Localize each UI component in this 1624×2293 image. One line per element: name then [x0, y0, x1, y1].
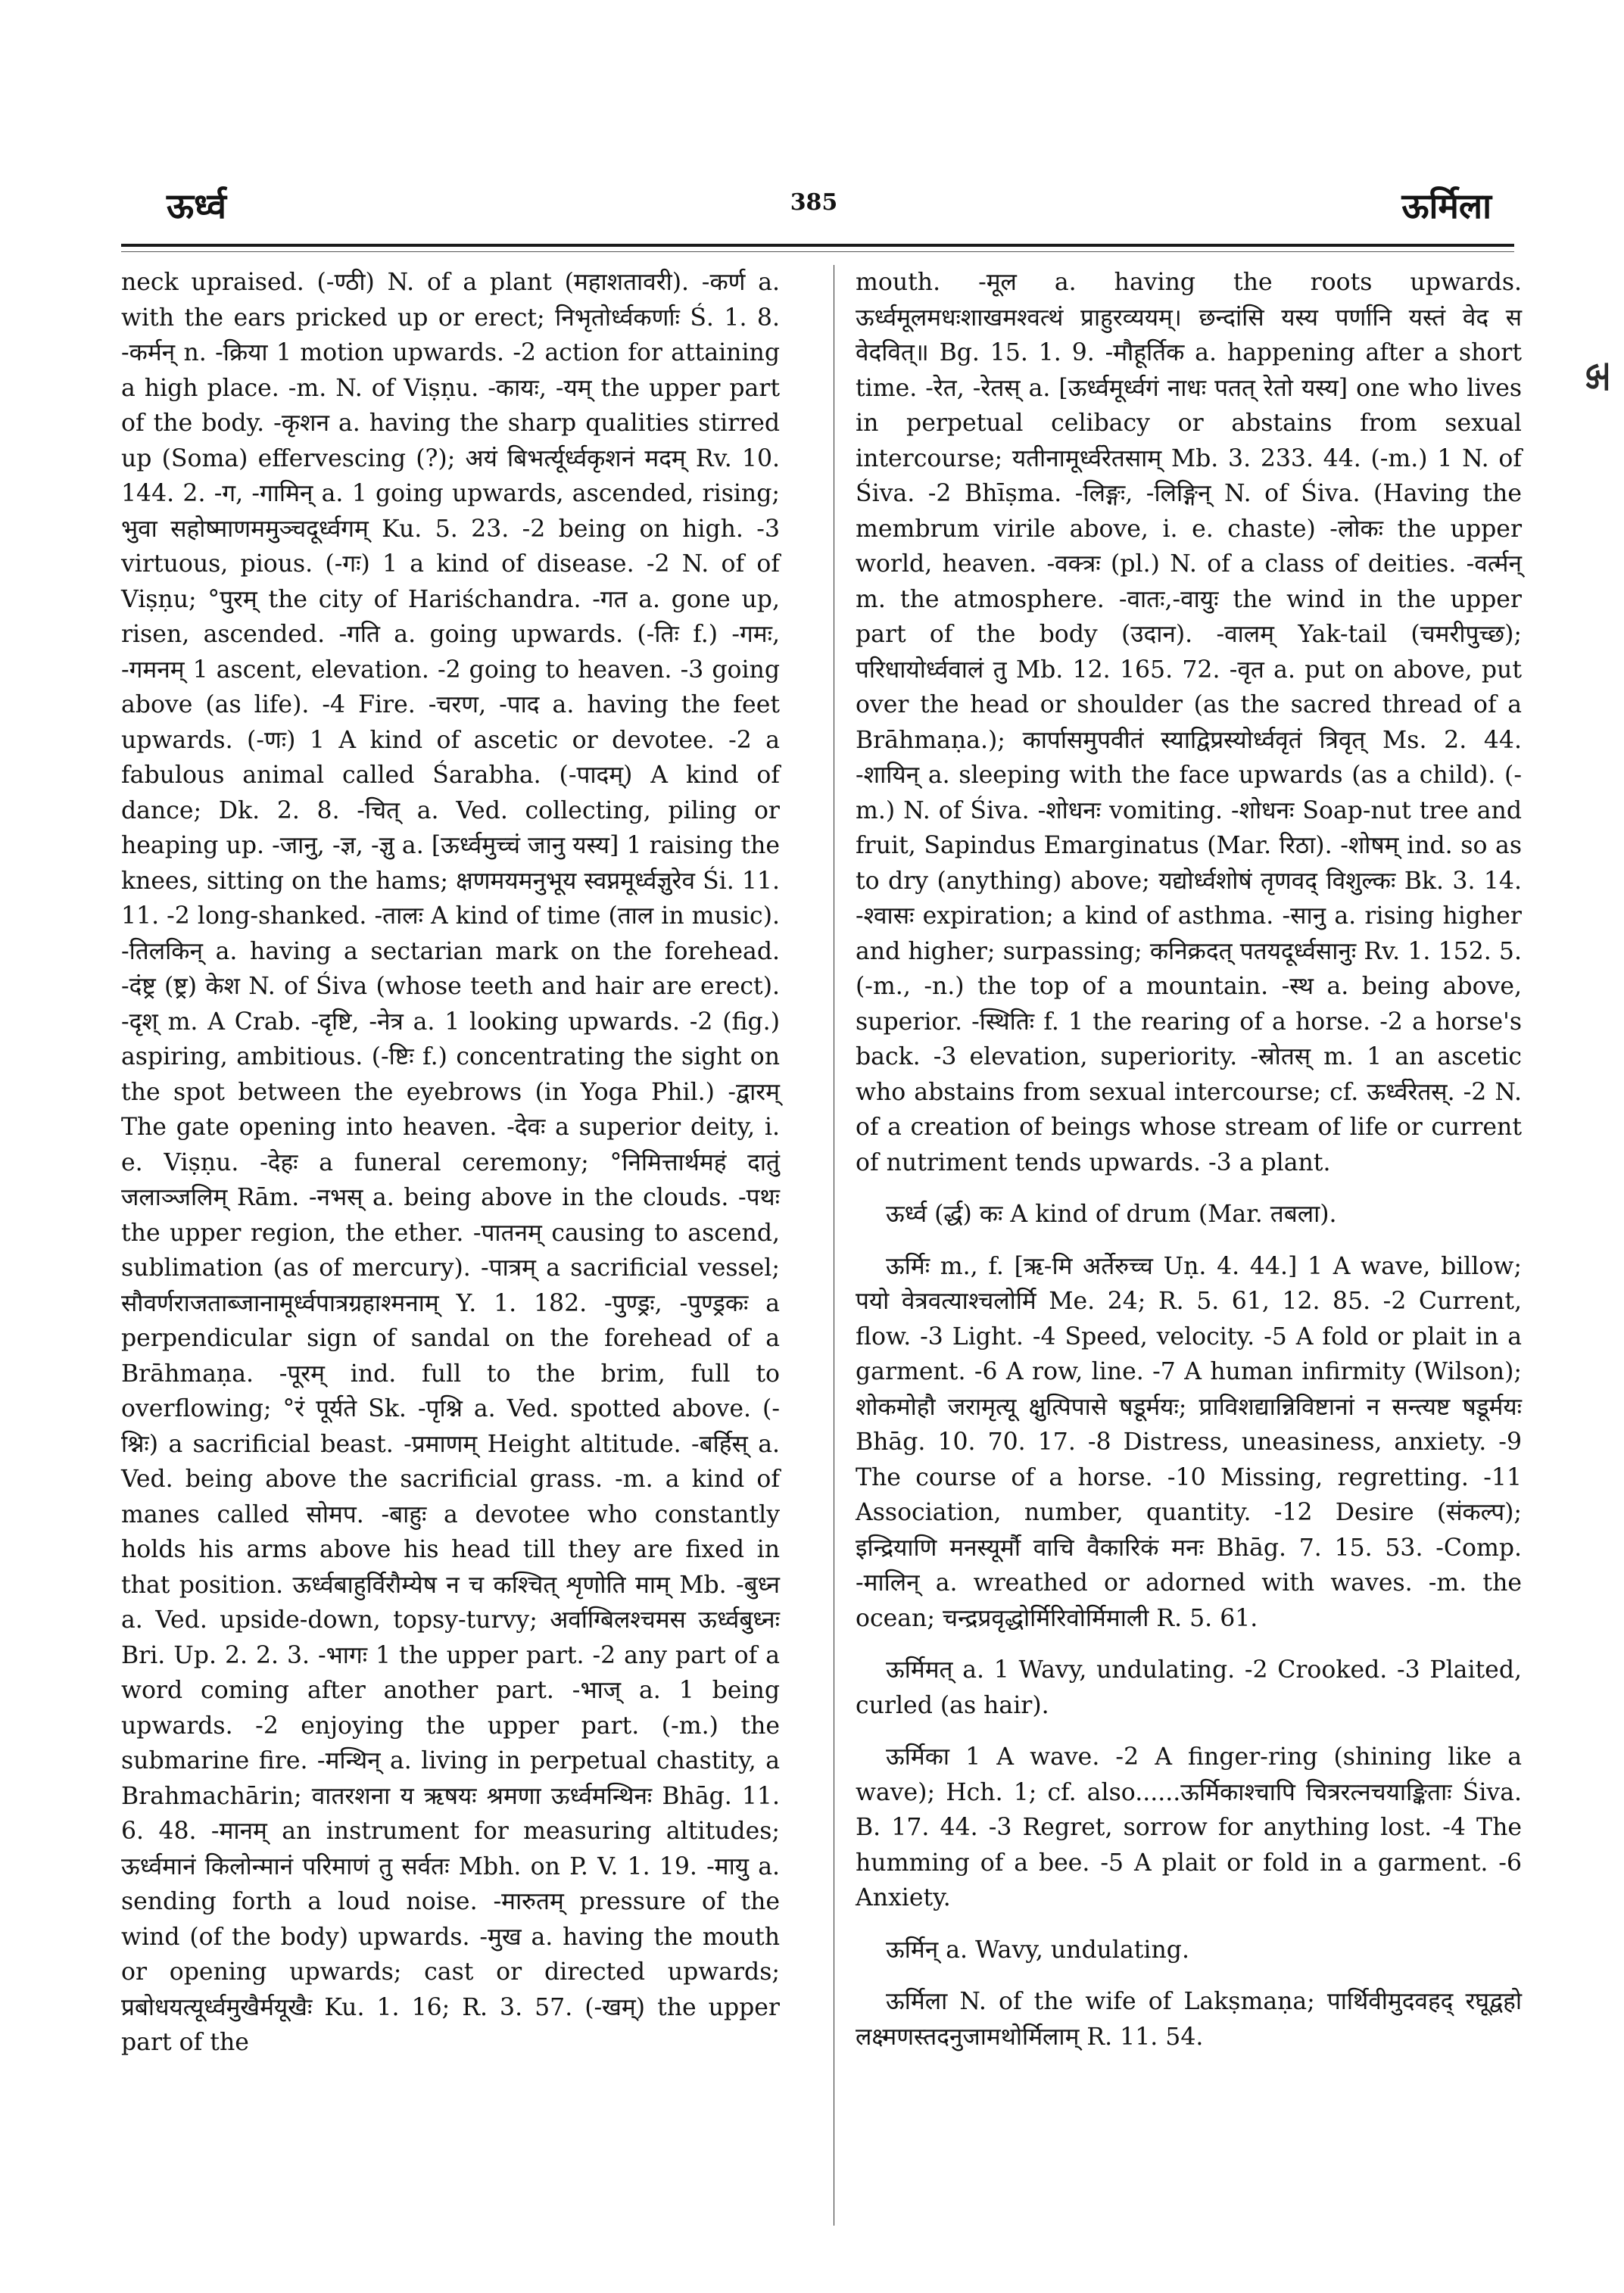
header-rule-thin: [121, 251, 1514, 252]
entry-text: neck upraised. (-ण्ठी) N. of a plant (महाशतावरी). -कर्ण a. with the ears pricked up or erect; निभृतोर्ध्वकर्णाः Ś. 1. 8. -कर्मन् n. -क्रिया 1 motion upwards. -2 action for attaining a high place. -m. N. of Viṣṇu. -कायः, -यम् the upper part of the body. -कृशन a. having the sharp qualities stirred up (Soma) effervescing (?); अयं बिभर्त्यूर्ध्वकृशनं मदम् Rv. 10. 144. 2. -ग, -गामिन् a. 1 going upwards, ascended, rising; भुवा सहोष्माणममुञ्चदूर्ध्वगम् Ku. 5. 23. -2 being on high. -3 virtuous, pious. (-गः) 1 a kind of disease. -2 N. of of Viṣṇu; °पुरम् the city of Hariśchandra. -गत a. gone up, risen, ascended. -गति a. going upwards. (-तिः f.) -गमः, -गमनम् 1 ascent, elevation. -2 going to heaven. -3 going above (as life). -4 Fire. -चरण, -पाद a. having the feet upwards. (-णः) 1 A kind of ascetic or devotee. -2 a fabulous animal called Śarabha. (-पादम्) A kind of dance; Dk. 2. 8. -चित् a. Ved. collecting, piling or heaping up. -जानु, -ज्ञ, -ज्ञु a. [ऊर्ध्वमुच्चं जानु यस्य] 1 raising the knees, sitting on the hams; क्षणमयमनुभूय स्वप्नमूर्ध्वज्ञुरेव Śi. 11. 11. -2 long-shanked. -तालः A kind of time (ताल in music). -तिलकिन् a. having a sectarian mark on the forehead. -दंष्ट्र (ष्ट्र) केश N. of Śiva (whose teeth and hair are erect). -दृश् m. A Crab. -दृष्टि, -नेत्र a. 1 looking upwards. -2 (fig.) aspiring, ambitious. (-ष्टिः f.) concentrating the sight on the spot between the eyebrows (in Yoga Phil.) -द्वारम् The gate opening into heaven. -देवः a superior deity, i. e. Viṣṇu. -देहः a funeral ceremony; °निमित्तार्थमहं दातुं जलाञ्जलिम् Rām. -नभस् a. being above in the clouds. -पथः the upper region, the ether. -पातनम् causing to ascend, sublimation (as of mercury). -पात्रम् a sacrificial vessel; सौवर्णराजताब्जानामूर्ध्वपात्रग्रहाश्मनाम् Y. 1. 182. -पुण्ड्रः, -पुण्ड्रकः a perpendicular sign of sandal on the forehead of a Brāhmaṇa. -पूरम् ind. full to the brim, full to overflowing; °रं पूर्यते Sk. -पृश्नि a. Ved. spotted above. (-श्निः) a sacrificial beast. -प्रमाणम् Height altitude. -बर्हिस् a. Ved. being above the sacrificial grass. -m. a kind of manes called सोमप. -बाहुः a devotee who constantly holds his arms above his head till they are fixed in that position. ऊर्ध्वबाहुर्विरौम्येष न च कश्चित् शृणोति माम् Mb. -बुध्न a. Ved. upside-down, topsy-turvy; अर्वाग्बिलश्चमस ऊर्ध्वबुध्नः Bri. Up. 2. 2. 3. -भागः 1 the upper part. -2 any part of a word coming after another part. -भाज् a. 1 being upwards. -2 enjoying the upper part. (-m.) the submarine fire. -मन्थिन् a. living in perpetual chastity, a Brahmachārin; वातरशना य ऋषयः श्रमणा ऊर्ध्वमन्थिनः Bhāg. 11. 6. 48. -मानम् an instrument for measuring altitudes; ऊर्ध्वमानं किलोन्मानं परिमाणं तु सर्वतः Mbh. on P. V. 1. 19. -मायु a. sending forth a loud noise. -मारुतम् pressure of the wind (of the body) upwards. -मुख a. having the mouth or opening upwards; cast or directed upwards; प्रबोधयत्यूर्ध्वमुखैर्मयूखैः Ku. 1. 16; R. 3. 57. (-खम्) the upper part of the: [121, 269, 780, 2056]
thumb-index-mark: ऊ: [1579, 363, 1617, 390]
left-guide-word: ऊर्ध्व: [167, 185, 226, 226]
dictionary-entry: ऊर्मिन् a. Wavy, undulating.: [886, 1936, 1189, 1964]
right-guide-word: ऊर्मिला: [1401, 185, 1492, 226]
dictionary-entry: ऊर्मिः m., f. [ऋ-मि अर्तेरुच्च Uṇ. 4. 44.] 1 A wave, billow; पयो वेत्रवत्याश्चलोर्मि Me. 24; R. 5. 61, 12. 85. -2 Current, flow. -3 Light. -4 Speed, velocity. -5 A fold or plait in a garment. -6 A row, line. -7 A human infirmity (Wilson); शोकमोहौ जरामृत्यू क्षुत्पिपासे षडूर्मयः; प्राविशद्यान्निविष्टानां न सन्त्यष्ट षडूर्मयः Bhāg. 10. 70. 17. -8 Distress, uneasiness, anxiety. -9 The course of a horse. -10 Missing, regretting. -11 Association, number, quantity. -12 Desire (संकल्प); इन्द्रियाणि मनस्यूर्मौ वाचि वैकारिकं मनः Bhāg. 7. 15. 53. -Comp. -मालिन् a. wreathed or adorned with waves. -m. the ocean; चन्द्रप्रवृद्धोर्मिरिवोर्मिमाली R. 5. 61.: [856, 1252, 1522, 1632]
page-number: 385: [790, 189, 838, 216]
left-column: [121, 265, 780, 2061]
header-rule: [121, 244, 1514, 247]
page-header: [121, 174, 1507, 235]
dictionary-entry: ऊर्मिका 1 A wave. -2 A finger-ring (shining like a wave); Hch. 1; cf. also......ऊर्मिकाश्चापि चित्ररत्नचयाङ्किताः Śiva. B. 17. 44. -3 Regret, sorrow for anything lost. -4 The humming of a bee. -5 A plait or fold in a garment. -6 Anxiety.: [856, 1743, 1522, 1911]
right-column: [856, 265, 1522, 2055]
dictionary-entry: ऊर्मिला N. of the wife of Lakṣmaṇa; पार्थिवीमुदवहद् रघूद्वहो लक्ष्मणस्तदनुजामथोर्मिलाम् R. 11. 54.: [856, 1988, 1522, 2051]
dictionary-entry: ऊर्ध्व (र्द्ध) कः A kind of drum (Mar. तबला).: [886, 1201, 1337, 1228]
dictionary-entry: ऊर्मिमत् a. 1 Wavy, undulating. -2 Crooked. -3 Plaited, curled (as hair).: [856, 1656, 1522, 1719]
entry-text: mouth. -मूल a. having the roots upwards. ऊर्ध्वमूलमधःशाखमश्वत्थं प्राहुरव्ययम्। छन्दांसि यस्य पर्णानि यस्तं वेद स वेदवित्॥ Bg. 15. 1. 9. -मौहूर्तिक a. happening after a short time. -रेत, -रेतस् a. [ऊर्ध्वमूर्ध्वगं नाधः पतत् रेतो यस्य] one who lives in perpetual celibacy or abstains from sexual intercourse; यतीनामूर्ध्वरेतसाम् Mb. 3. 233. 44. (-m.) 1 N. of Śiva. -2 Bhīṣma. -लिङ्गः, -लिङ्गिन् N. of Śiva. (Having the membrum virile above, i. e. chaste) -लोकः the upper world, heaven. -वक्त्रः (pl.) N. of a class of deities. -वर्त्मन् m. the atmosphere. -वातः,-वायुः the wind in the upper part of the body (उदान). -वालम् Yak-tail (चमरीपुच्छ); परिधायोर्ध्ववालं तु Mb. 12. 165. 72. -वृत a. put on above, put over the head or shoulder (as the sacred thread of a Brāhmaṇa.); कार्पासमुपवीतं स्याद्विप्रस्योर्ध्ववृतं त्रिवृत् Ms. 2. 44. -शायिन् a. sleeping with the face upwards (as a child). (-m.) N. of Śiva. -शोधनः vomiting. -शोधनः Soap-nut tree and fruit, Sapindus Emarginatus (Mar. रिठा). -शोषम् ind. so as to dry (anything) above; यद्योर्ध्वशोषं तृणवद् विशुल्कः Bk. 3. 14. -श्वासः expiration; a kind of asthma. -सानु a. rising higher and higher; surpassing; कनिक्रदत् पतयदूर्ध्वसानुः Rv. 1. 152. 5. (-m., -n.) the top of a mountain. -स्थ a. being above, superior. -स्थितिः f. 1 the rearing of a horse. -2 a horse's back. -3 elevation, superiority. -स्रोतस् m. 1 an ascetic who abstains from sexual intercourse; cf. ऊर्ध्वरेतस्. -2 N. of a creation of beings whose stream of life or current of nutriment tends upwards. -3 a plant.: [856, 269, 1522, 1176]
